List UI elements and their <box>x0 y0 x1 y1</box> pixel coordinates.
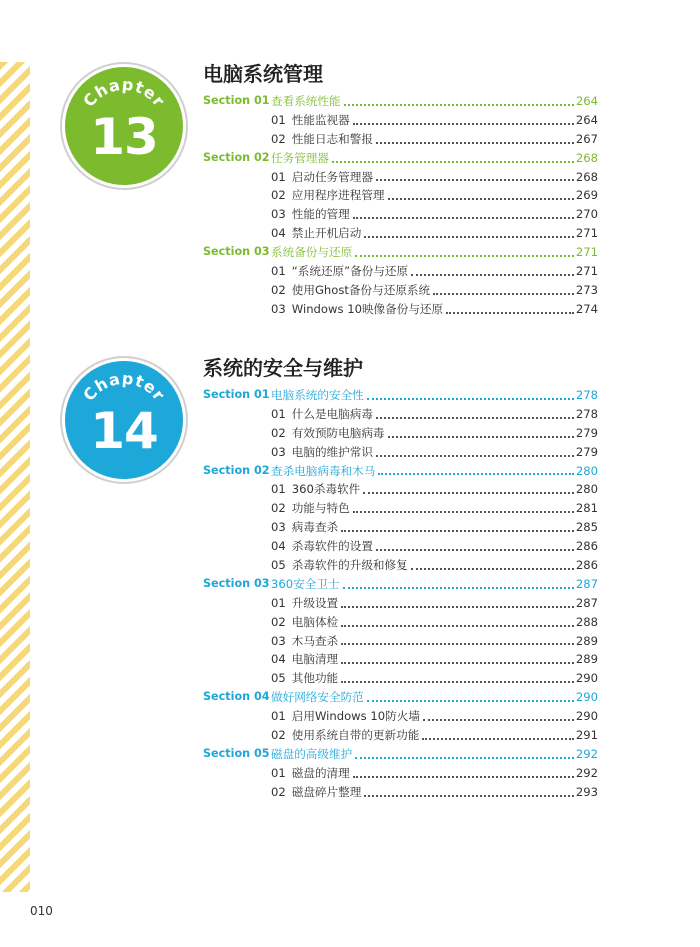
entry-title: 性能监视器 <box>291 112 350 127</box>
entry-number: 01 <box>271 482 286 497</box>
section-row[interactable] <box>203 745 598 764</box>
entry-page: 293 <box>575 784 598 799</box>
badge-number: 14 <box>90 402 158 460</box>
toc-entry[interactable] <box>203 707 598 726</box>
chapter-title: 电脑系统管理 <box>203 62 323 86</box>
section-page: 292 <box>575 746 598 761</box>
leader-dots <box>388 198 574 200</box>
entry-title: 杀毒软件的设置 <box>291 539 373 554</box>
entry-title: 什么是电脑病毒 <box>291 406 373 421</box>
entry-page: 286 <box>575 539 598 554</box>
toc-entry[interactable] <box>203 205 598 224</box>
entry-title: 使用Ghost备份与还原系统 <box>291 282 431 297</box>
entry-number: 04 <box>271 652 286 667</box>
entry-title: 电脑的维护常识 <box>291 444 373 459</box>
page-number: 010 <box>30 904 53 918</box>
leader-dots <box>353 511 574 513</box>
section-label: Section 02 <box>203 150 270 164</box>
entry-page: 281 <box>575 501 598 516</box>
entry-page: 278 <box>575 406 598 421</box>
entry-page: 279 <box>575 444 598 459</box>
toc-entry[interactable] <box>203 537 598 556</box>
toc-entry[interactable] <box>203 111 598 130</box>
entry-page: 273 <box>575 282 598 297</box>
badge-number: 13 <box>90 108 158 166</box>
leader-dots <box>363 492 574 494</box>
entry-title: 使用系统自带的更新功能 <box>291 728 420 743</box>
entry-number: 01 <box>271 169 286 184</box>
section-page: 290 <box>575 690 598 705</box>
section-label: Section 01 <box>203 93 270 107</box>
leader-dots <box>376 417 574 419</box>
toc-entry[interactable] <box>203 669 598 688</box>
toc-entry[interactable] <box>203 224 598 243</box>
badge-word: Chapter <box>79 368 170 405</box>
entry-title: 磁盘的清理 <box>291 765 350 780</box>
section-label: Section 02 <box>203 463 270 477</box>
entry-title: 功能与特色 <box>291 501 350 516</box>
chapter-13-toc <box>203 60 598 319</box>
section-page: 264 <box>575 93 598 108</box>
entry-number: 05 <box>271 671 286 686</box>
entry-number: 02 <box>271 501 286 516</box>
toc-entry[interactable] <box>203 480 598 499</box>
entry-title: 禁止开机启动 <box>291 226 362 241</box>
section-row[interactable] <box>203 688 598 707</box>
entry-title: 性能日志和警报 <box>291 131 373 146</box>
entry-number: 01 <box>271 709 286 724</box>
toc-entry[interactable] <box>203 130 598 149</box>
toc-entry[interactable] <box>203 783 598 802</box>
entry-page: 286 <box>575 558 598 572</box>
entry-page: 269 <box>575 188 598 203</box>
toc-entry[interactable] <box>203 594 598 613</box>
entry-title: 应用程序进程管理 <box>291 188 385 203</box>
entry-number: 03 <box>271 520 286 535</box>
chapter-13-badge <box>62 64 186 188</box>
chapter-14-toc <box>203 354 598 802</box>
entry-page: 270 <box>575 207 598 222</box>
entry-title: 杀毒软件的升级和修复 <box>291 558 408 572</box>
svg-text:Chapter <box>79 75 169 111</box>
entry-page: 292 <box>575 765 598 780</box>
leader-dots <box>364 795 574 797</box>
leader-dots <box>341 681 574 683</box>
entry-number: 02 <box>271 188 286 203</box>
entry-number: 03 <box>271 301 286 316</box>
entry-number: 01 <box>271 112 286 127</box>
toc-entry[interactable] <box>203 424 598 443</box>
entry-number: 02 <box>271 614 286 629</box>
leader-dots <box>332 161 574 163</box>
entry-page: 271 <box>575 264 598 278</box>
toc-entry[interactable] <box>203 186 598 205</box>
toc-entry[interactable] <box>203 168 598 187</box>
entry-page: 271 <box>575 226 598 241</box>
toc-entry[interactable] <box>203 613 598 632</box>
entry-title: 启用Windows 10防火墙 <box>291 709 420 724</box>
leader-dots <box>376 549 574 551</box>
leader-dots <box>423 719 574 721</box>
entry-number: 03 <box>271 207 286 222</box>
toc-entry[interactable] <box>203 499 598 518</box>
leader-dots <box>343 587 574 589</box>
toc-entry[interactable] <box>203 650 598 669</box>
leader-dots <box>367 700 574 702</box>
toc-entry[interactable] <box>203 281 598 300</box>
section-page: 271 <box>575 245 598 260</box>
leader-dots <box>433 293 574 295</box>
section-title: 360安全卫士 <box>271 576 340 591</box>
section-label: Section 03 <box>203 245 270 259</box>
leader-dots <box>376 179 574 181</box>
entry-page: 289 <box>575 652 598 667</box>
entry-title: 电脑体检 <box>291 614 339 629</box>
leader-dots <box>355 255 574 257</box>
section-title: 电脑系统的安全性 <box>271 387 364 402</box>
entry-number: 04 <box>271 539 286 554</box>
entry-number: 02 <box>271 131 286 146</box>
chapter-title: 系统的安全与维护 <box>203 356 363 380</box>
section-label: Section 05 <box>203 746 270 760</box>
entry-title: 电脑清理 <box>291 652 339 667</box>
entry-title: 其他功能 <box>291 671 339 686</box>
entry-number: 01 <box>271 765 286 780</box>
chapter-14-badge <box>62 358 186 482</box>
toc-entry[interactable] <box>203 518 598 537</box>
section-label: Section 03 <box>203 576 270 590</box>
toc-entry[interactable] <box>203 405 598 424</box>
entry-page: 268 <box>575 169 598 184</box>
badge-word: Chapter <box>79 74 170 111</box>
entry-title: 病毒查杀 <box>291 520 339 535</box>
entry-page: 264 <box>575 112 598 127</box>
entry-number: 01 <box>271 406 286 421</box>
leader-dots <box>411 274 574 276</box>
toc-entry[interactable] <box>203 443 598 462</box>
section-title: 磁盘的高级维护 <box>271 746 353 761</box>
entry-page: 267 <box>575 131 598 146</box>
section-title: 系统备份与还原 <box>271 245 353 260</box>
leader-dots <box>364 236 574 238</box>
entry-title: 性能的管理 <box>291 207 350 222</box>
leader-dots <box>422 738 574 740</box>
entry-number: 02 <box>271 425 286 440</box>
section-row[interactable] <box>203 92 598 111</box>
toc-entry[interactable] <box>203 262 598 281</box>
entry-number: 03 <box>271 633 286 648</box>
leader-dots <box>411 568 574 570</box>
leader-dots <box>341 606 574 608</box>
toc-entry[interactable] <box>203 764 598 783</box>
leader-dots <box>355 757 574 759</box>
entry-title: “系统还原”备份与还原 <box>291 264 409 278</box>
section-title: 查看系统性能 <box>271 93 341 108</box>
entry-page: 288 <box>575 614 598 629</box>
toc-entry[interactable] <box>203 300 598 319</box>
entry-number: 02 <box>271 784 286 799</box>
leader-dots <box>341 643 574 645</box>
entry-title: 有效预防电脑病毒 <box>291 425 385 440</box>
entry-number: 02 <box>271 282 286 297</box>
entry-number: 05 <box>271 558 286 572</box>
leader-dots <box>376 455 574 457</box>
entry-page: 290 <box>575 709 598 724</box>
leader-dots <box>378 473 574 475</box>
leader-dots <box>344 104 574 106</box>
section-row[interactable] <box>203 462 598 481</box>
section-label: Section 04 <box>203 690 270 704</box>
leader-dots <box>341 662 574 664</box>
entry-page: 287 <box>575 595 598 610</box>
section-row[interactable] <box>203 243 598 262</box>
leader-dots <box>446 312 574 314</box>
entry-page: 279 <box>575 425 598 440</box>
entry-number: 03 <box>271 444 286 459</box>
leader-dots <box>353 776 574 778</box>
entry-page: 289 <box>575 633 598 648</box>
leader-dots <box>341 530 574 532</box>
toc-entry[interactable] <box>203 726 598 745</box>
section-title: 任务管理器 <box>271 150 329 165</box>
section-row[interactable] <box>203 386 598 405</box>
entry-page: 280 <box>575 482 598 497</box>
entry-title: 磁盘碎片整理 <box>291 784 362 799</box>
section-page: 280 <box>575 463 598 478</box>
toc-entry[interactable] <box>203 556 598 575</box>
entry-title: 升级设置 <box>291 595 339 610</box>
entry-number: 02 <box>271 728 286 743</box>
section-row[interactable] <box>203 149 598 168</box>
entry-number: 01 <box>271 595 286 610</box>
entry-page: 285 <box>575 520 598 535</box>
entry-title: Windows 10映像备份与还原 <box>291 301 444 316</box>
entry-page: 291 <box>575 728 598 743</box>
leader-dots <box>353 123 574 125</box>
section-page: 278 <box>575 387 598 402</box>
section-title: 查杀电脑病毒和木马 <box>271 463 376 478</box>
leader-dots <box>388 436 574 438</box>
entry-number: 04 <box>271 226 286 241</box>
section-page: 287 <box>575 576 598 591</box>
svg-text:Chapter <box>79 369 169 405</box>
leader-dots <box>341 625 574 627</box>
entry-page: 274 <box>575 301 598 316</box>
entry-title: 木马查杀 <box>291 633 339 648</box>
leader-dots <box>376 142 574 144</box>
entry-title: 360杀毒软件 <box>291 482 361 497</box>
toc-entry[interactable] <box>203 632 598 651</box>
section-page: 268 <box>575 150 598 165</box>
entry-page: 290 <box>575 671 598 686</box>
section-row[interactable] <box>203 575 598 594</box>
leader-dots <box>367 398 574 400</box>
leader-dots <box>353 217 574 219</box>
section-label: Section 01 <box>203 387 270 401</box>
entry-number: 01 <box>271 264 286 278</box>
entry-title: 启动任务管理器 <box>291 169 373 184</box>
decorative-stripe <box>0 62 30 892</box>
section-title: 做好网络安全防范 <box>271 690 364 705</box>
